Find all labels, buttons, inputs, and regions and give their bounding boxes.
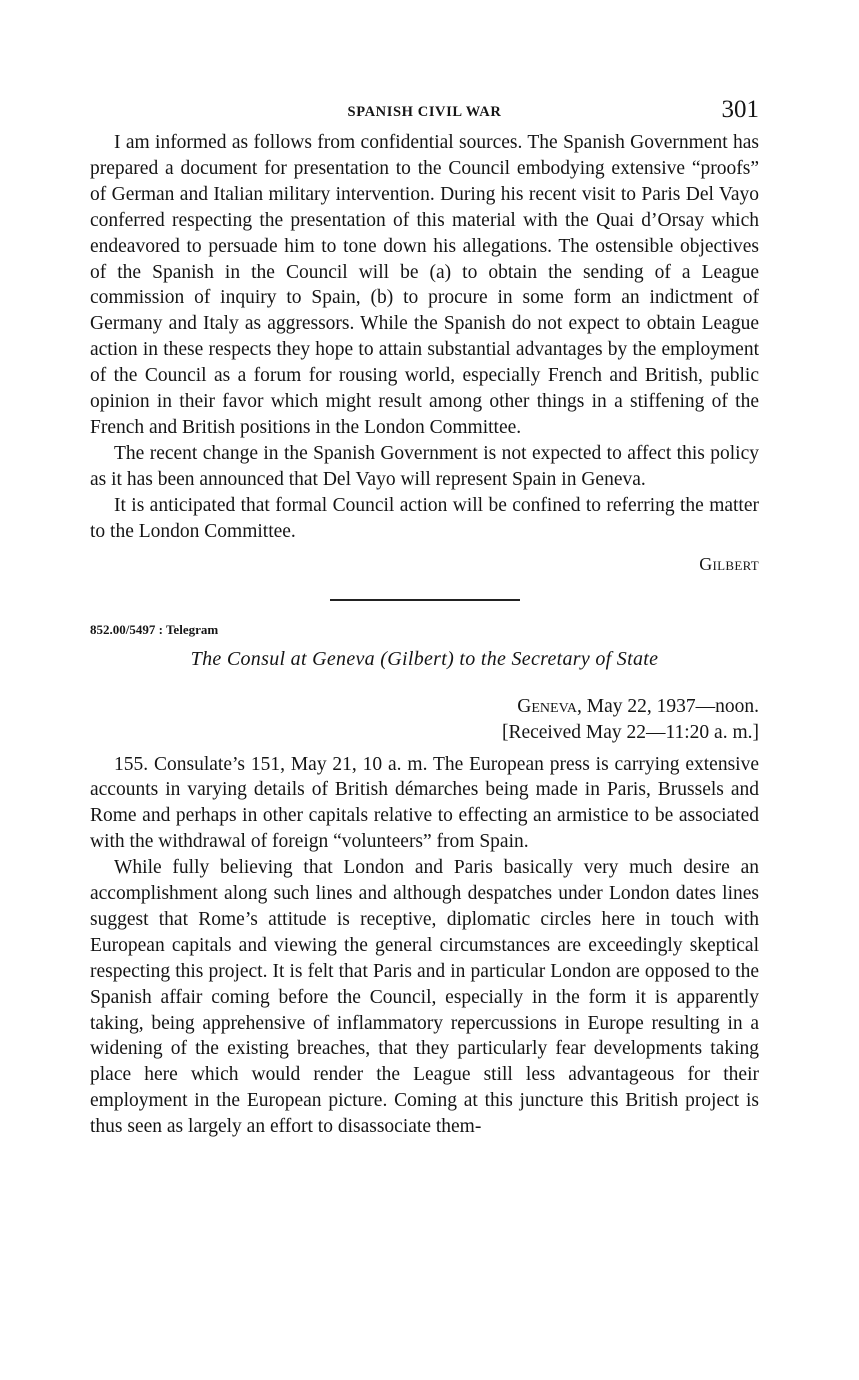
received-line: [Received May 22—11:20 a. m.] <box>501 721 759 743</box>
body-paragraph: It is anticipated that formal Council action will be confined to referring the matter to the London Committee. <box>90 494 759 542</box>
document-page <box>90 96 759 1140</box>
body-paragraph: While fully believing that London and Paris basically very much desire an accomplishment along such lines and although despatches under London dates lines suggest that Rome’s attitude is receptive, diplomatic circles here in touch with European capitals and viewing the general circumstances are exceedingly skeptical respecting this project. It is felt that Paris and in particular London are opposed to the Spanish affair coming before the Council, especially in the form it is apparently taking, being apprehensive of inflammatory repercussions in Europe resulting in a widening of the existing breaches, that they particularly fear developments taking place here which would render the League still less advantageous for their employment in the European picture. Coming at this juncture this British project is thus seen as largely an effort to disassociate them- <box>90 857 759 1138</box>
document-title: The Consul at Geneva (Gilbert) to the Secretary of State <box>190 647 659 670</box>
previous-document-body <box>90 130 759 577</box>
page-number: 301 <box>721 96 759 123</box>
running-head <box>90 96 759 130</box>
dateline <box>90 694 759 720</box>
telegram-body <box>90 752 759 1141</box>
body-paragraph: I am informed as follows from confidential sources. The Spanish Government has prepared a document for presentation to the Council embodying extensive “proofs” of German and Italian military intervention. During his recent visit to Paris Del Vayo conferred respecting the presentation of this material with the Quai d’Orsay which endeavored to persuade him to tone down his allegations. The ostensible objectives of the Spanish in the Council will be (a) to obtain the sending of a League commission of inquiry to Spain, (b) to procure in some form an indictment of Germany and Italy as aggressors. While the Spanish do not expect to obtain League action in these respects they hope to attain substantial advantages by the employment of the Council as a forum for rousing world, especially French and British, public opinion in their favor which might result among other things in a stiffening of the French and British positions in the London Committee. <box>90 132 759 438</box>
dateline-place: Geneva <box>517 695 577 717</box>
body-paragraph: 155. Consulate’s 151, May 21, 10 a. m. The European press is carrying extensive accounts in varying details of British démarches being made in Paris, Brussels and Rome and perhaps in other capitals relative to effecting an armistice to be associated with the withdrawal of foreign “volunteers” from Spain. <box>90 753 759 853</box>
section-divider <box>330 599 520 601</box>
body-paragraph: The recent change in the Spanish Government is not expected to affect this policy as it has been announced that Del Vayo will represent Spain in Geneva. <box>90 442 759 490</box>
file-number: 852.00/5497 : Telegram <box>90 621 219 637</box>
dateline-date: , May 22, 1937—noon. <box>577 695 759 717</box>
signature: Gilbert <box>699 553 759 574</box>
running-title: SPANISH CIVIL WAR <box>347 104 502 120</box>
